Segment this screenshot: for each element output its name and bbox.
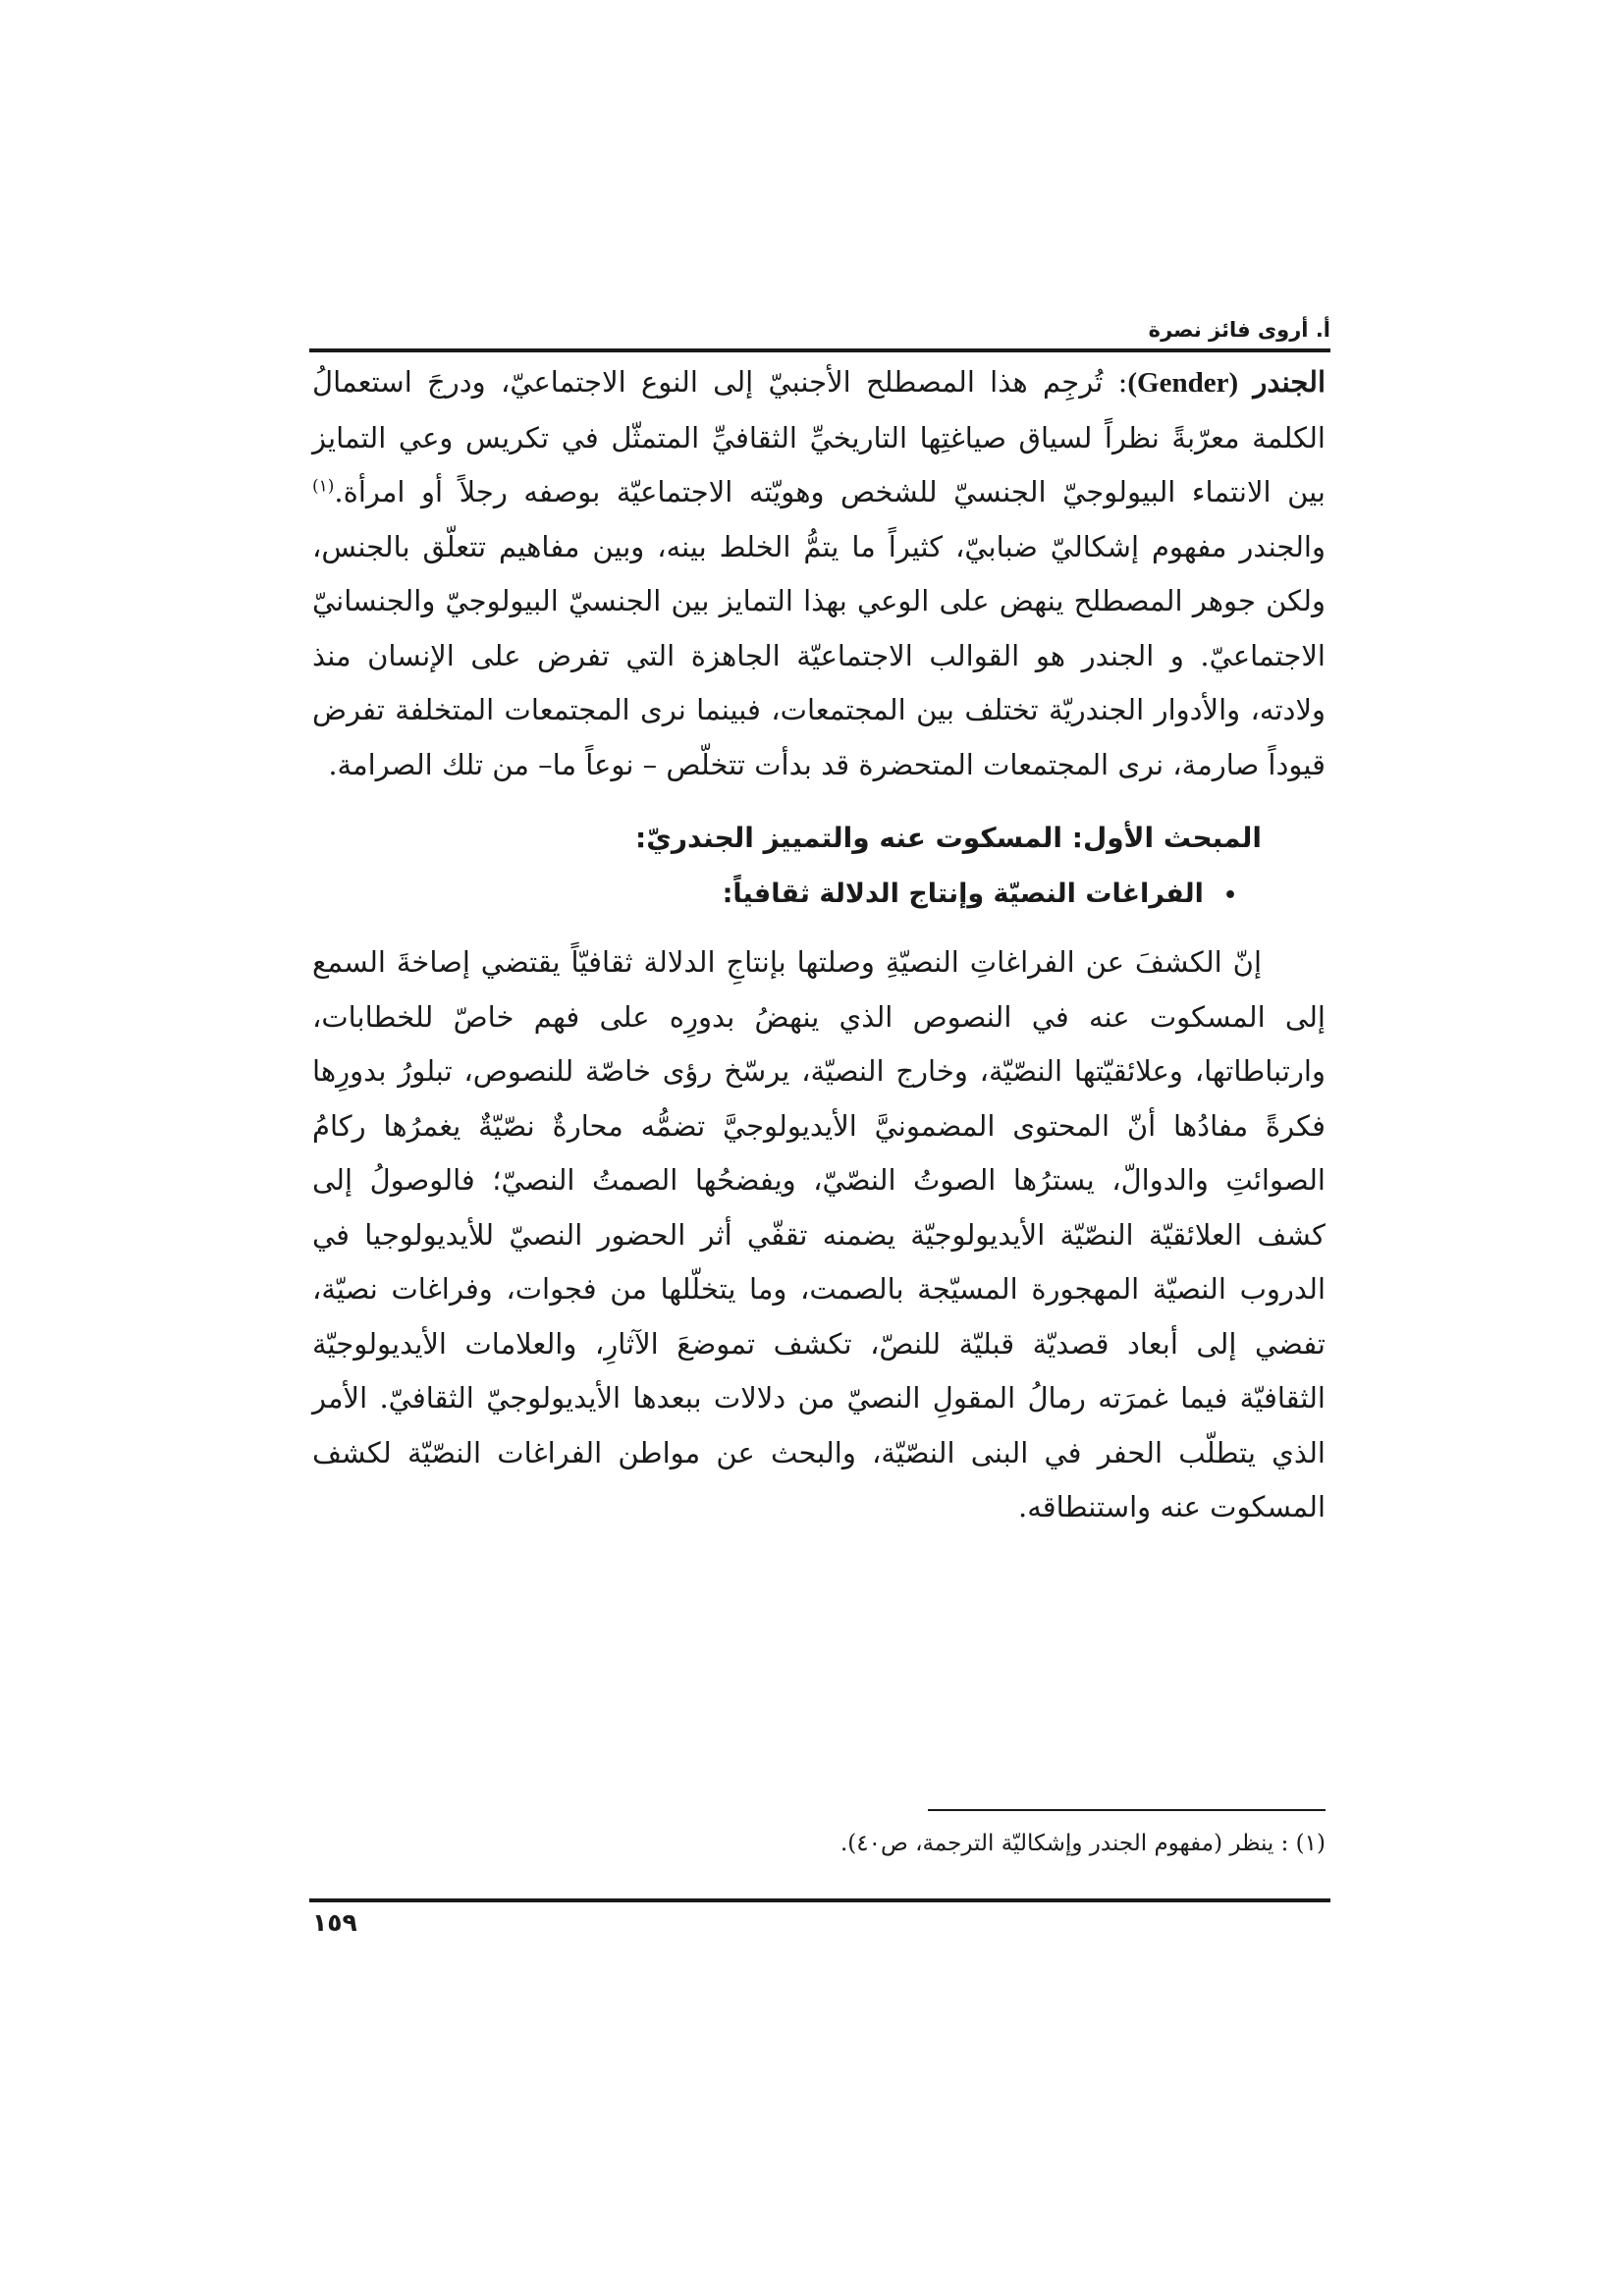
subsection-title: الفراغات النصيّة وإنتاج الدلالة ثقافياً:	[722, 879, 1204, 909]
bullet-icon: •	[1222, 883, 1237, 908]
running-header	[309, 314, 1330, 353]
footnote-rule	[928, 1809, 1326, 1811]
definition-term-latin: (Gender)	[1127, 367, 1239, 399]
footnote: (١) : ينظر (مفهوم الجندر وإشكاليّة الترجمة، ص٤٠).	[839, 1831, 1326, 1856]
subsection-heading	[312, 867, 1326, 924]
definition-text-part2: والجندر مفهوم إشكاليّ ضبابيّ، كثيراً ما يتمُّ الخلط بينه، وبين مفاهيم تتعلّق بالجنس، ولكن جوهر المصطلح ينهض على الوعي بهذا التمايز بين الجنسيّ البيولوجيّ والجنسانيّ الاجتماعيّ. و الجندر هو القوالب الاجتماعيّة الجاهزة التي تفرض على الإنسان منذ ولادته، والأدوار الجندريّة تختلف بين المجتمعات، فبينما نرى المجتمعات المتخلفة تفرض قيوداً صارمة، نرى المجتمعات المتحضرة قد بدأت تتخلّص – نوعاً ما– من تلك الصرامة.	[312, 529, 1326, 781]
definition-term: الجندر	[1253, 365, 1326, 399]
section-paragraph: إنّ الكشفَ عن الفراغاتِ النصيّةِ وصلتها بإنتاجِ الدلالة ثقافيّاً يقتضي إصاخةَ السمع إلى المسكوت عنه في النصوص الذي ينهضُ بدورِه على فهم خاصّ للخطابات، وارتباطاتها، وعلائقيّتها النصّيّة، وخارج النصيّة، يرسّخ رؤى خاصّة للنصوص، تبلورُ بدورِها فكرةً مفادُها أنّ المحتوى المضمونيَّ الأيديولوجيَّ تضمُّه محارةٌ نصّيّةٌ يغمرُها ركامُ الصوائتِ والدوالّ، يسترُها الصوتُ النصّيّ، ويفضحُها الصمتُ النصيّ؛ فالوصولُ إلى كشف العلائقيّة النصّيّة الأيديولوجيّة يضمنه تقفّي أثر الحضور النصيّ للأيديولوجيا في الدروب النصيّة المهجورة المسيّجة بالصمت، وما يتخلّلها من فجوات، وفراغات نصيّة، تفضي إلى أبعاد قصديّة قبليّة للنصّ، تكشف تموضعَ الآثارِ، والعلامات الأيديولوجيّة الثقافيّة فيما غمرَته رمالُ المقولِ النصيّ من دلالات ببعدها الأيديولوجيّ الثقافيّ. الأمر الذي يتطلّب الحفر في البنى النصّيّة، والبحث عن مواطن الفراغات النصّيّة لكشف المسكوت عنه واستنطاقه.	[312, 945, 1326, 1523]
footer-rule	[309, 1898, 1330, 1902]
author-name: أ. أروى فائز نصرة	[1148, 318, 1330, 342]
definition-paragraph	[312, 355, 1326, 792]
footnote-reference[interactable]: (١)	[312, 476, 335, 497]
header-rule	[309, 348, 1330, 352]
section-title: المبحث الأول: المسكوت عنه والتمييز الجندريّ:	[635, 822, 1262, 854]
body-text	[312, 355, 1326, 1535]
page-number: ١٥٩	[312, 1908, 357, 1937]
definition-text-part1: : تُرجِم هذا المصطلح الأجنبيّ إلى النوع الاجتماعيّ، ودرجَ استعمالُ الكلمة معرّبةً نظراً لسياق صياغتِها التاريخيِّ الثقافيِّ المتمثّل في تكريس وعي التمايز بين الانتماء البيولوجيّ الجنسيّ للشخص وهويّته الاجتماعيّة بوصفه رجلاً أو امرأة.	[312, 365, 1326, 508]
